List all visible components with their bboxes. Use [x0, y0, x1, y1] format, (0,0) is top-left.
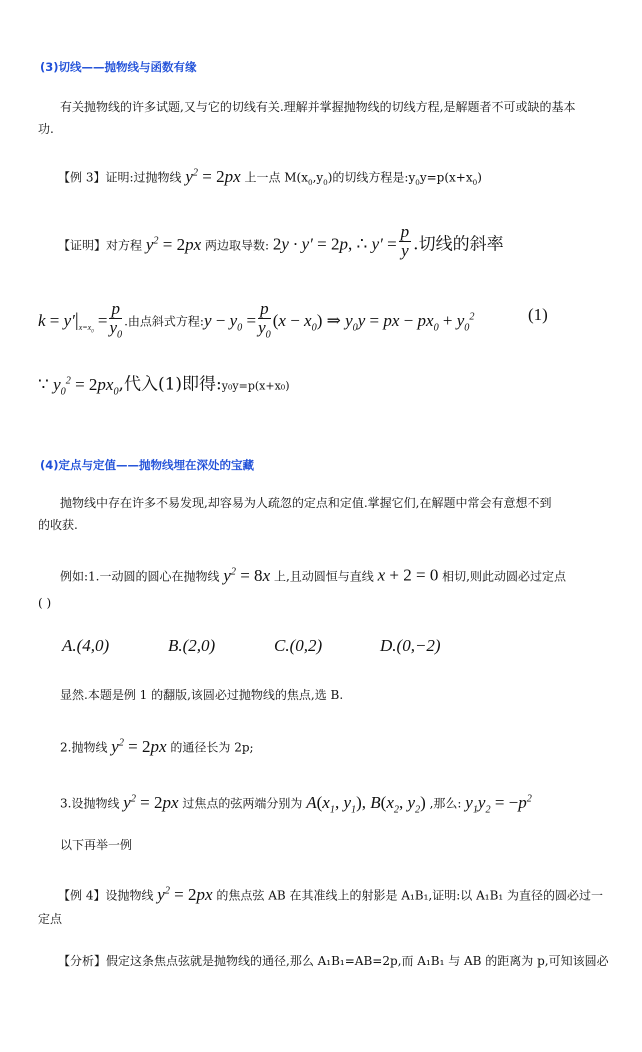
example-4: 【例 4】设抛物线 $y^2 = 2px$ 的焦点弦 AB 在其准线上的射影是 A₁B₁,证明:以 A₁B₁ 为直径的圆必过一 — [58, 884, 604, 904]
item-3: 3.设抛物线 $y^2 = 2px$ 过焦点的弦两端分别为 $A(x_1$, $y_1$), $B(x_2$, $y_2$) ,那么: $y_1y_2 = -p^2$ — [60, 792, 532, 816]
line-equation: x + 2 = 0 — [377, 565, 439, 585]
slope-expression: $k = y'|_{x=x_0}$ = — [38, 309, 108, 335]
section-3-heading: (3)切线——抛物线与函数有缘 — [40, 60, 197, 74]
item-2: 2.抛物线 $y^2 = 2px$ 的通径长为 2p; — [60, 736, 254, 756]
example-4-end: 定点 — [38, 912, 63, 926]
example-3-label: 【例 3】证明:过抛物线 — [58, 170, 182, 185]
equation-number: (1) — [528, 305, 548, 324]
chord-endpoints: $A(x_1$, $y_1$), $B(x_2$, $y_2$) — [306, 792, 426, 816]
choice-b: B.(2,0) — [168, 636, 216, 655]
parabola-equation: $y^2 = 2px$ — [145, 234, 202, 254]
section-3-paragraph-end: 功. — [38, 122, 54, 136]
proof-label: 【证明】对方程 — [58, 238, 143, 253]
answer-blank: ( ) — [38, 596, 52, 610]
note-answer: 显然.本题是例 1 的翻版,该圆必过抛物线的焦点,选 B. — [60, 688, 344, 702]
section-3-paragraph: 有关抛物线的许多试题,又与它的切线有关.理解并掌握抛物线的切线方程,是解题者不可或缺的基本 — [60, 100, 576, 114]
example-problem-1: 例如:1.一动圆的圆心在抛物线 $y^2 = 8x$ 上,且动圆恒与直线 x + 2 = 0 相切,则此动圆必过定点 — [60, 565, 566, 585]
derivative-equation: 2y · y′ = 2p, ∴ y′ = — [272, 234, 397, 254]
proof-line-1: 【证明】对方程 $y^2 = 2px$ 两边取导数: 2y · y′ = 2p, ∴ y′ = $\frac{p}{y}$ .切线的斜率 — [58, 221, 504, 260]
proof-line-3: ∵ $y_0^2 = 2px_0$,代入(1)即得:y₀y=p(x+x₀) — [38, 374, 290, 398]
parabola-equation: $y^2 = 2px$ — [185, 166, 241, 186]
product-equation: $y_1y_2 = -p^2$ — [465, 792, 532, 816]
slope-fraction-p-y0: $\frac{p}{y_0}$ — [109, 299, 123, 341]
substitution-equation: ∵ $y_0^2 = 2px_0$ — [38, 374, 119, 398]
parabola-equation-8x: $y^2 = 8x$ — [223, 565, 271, 585]
parabola-equation: $y^2 = 2px$ — [111, 736, 167, 756]
analysis: 【分析】假定这条焦点弦就是抛物线的通径,那么 A₁B₁=AB=2p,而 A₁B₁ 与 AB 的距离为 p,可知该圆必 — [58, 954, 609, 968]
proof-line-2: $k = y'|_{x=x_0}$ = $\frac{p}{y_0}$ .由点斜式方程:y − $y_0$ = $\frac{p}{y_0}$ $(x - x_0)$ ⇒ $y_0y$ = px − $px_0 + y_0^2$ — [38, 300, 474, 344]
transition-text: 以下再举一例 — [60, 838, 133, 852]
point-slope-equation: $y - y_0$ = — [203, 310, 257, 334]
section-4-paragraph-end: 的收获. — [38, 518, 78, 532]
section-4-paragraph: 抛物线中存在许多不易发现,却容易为人疏忽的定点和定值.掌握它们,在解题中常会有意想不到 — [60, 496, 552, 510]
choice-a: A.(4,0) — [62, 636, 110, 655]
parabola-equation: $y^2 = 2px$ — [157, 884, 213, 904]
choice-c: C.(0,2) — [274, 636, 323, 655]
example-3: 【例 3】证明:过抛物线 $y^2 = 2px$ 上一点 $M(x_0,y_0)$的切线方程是$:y_0y=p(x+x_0)$ — [58, 166, 482, 188]
parabola-equation: $y^2 = 2px$ — [123, 792, 179, 812]
slope-fraction: $\frac{p}{y}$ — [400, 221, 410, 260]
section-4-heading: (4)定点与定值——抛物线埋在深处的宝藏 — [40, 458, 255, 472]
choice-d: D.(0,−2) — [380, 636, 441, 655]
